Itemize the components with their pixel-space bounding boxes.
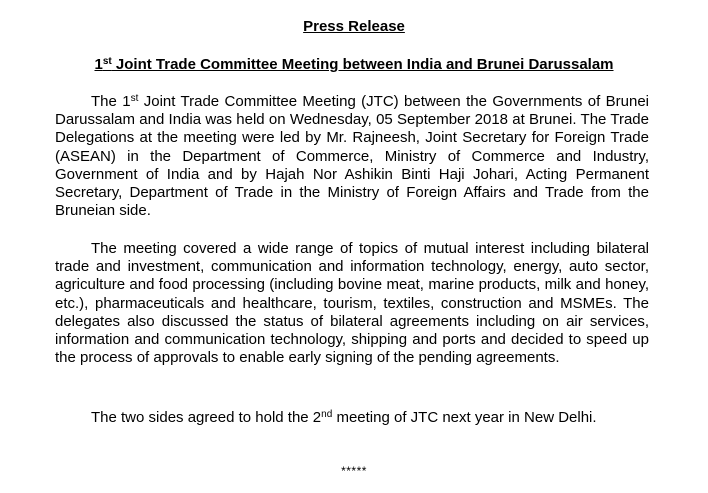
end-marker: *****	[341, 464, 367, 478]
paragraph1-ordinal-suffix: st	[130, 93, 139, 104]
paragraph-next-meeting	[55, 409, 649, 427]
paragraph3-start: The two sides agreed to hold the 2	[91, 409, 322, 426]
title-ordinal: 1	[94, 56, 103, 73]
paragraph-topics-covered	[55, 240, 649, 367]
title-text: Joint Trade Committee Meeting between India and Brunei Darussalam	[111, 56, 614, 73]
paragraph2-text: The meeting covered a wide range of topics of mutual interest including bilateral trade and investment, communication and information technology, energy, auto sector, agriculture and food processing (including bovine meat, marine products, milk and honey, etc.), pharmaceuticals and healthcare, tourism, textiles, construction and MSMEs. The delegates also discussed the status of bilateral agreements including on air services, information and communication technology, shipping and ports and decided to speed up the process of approvals to enable early signing of the pending agreements.	[55, 240, 649, 367]
document-title	[0, 56, 708, 74]
title-ordinal-suffix: st	[102, 56, 112, 67]
press-release-heading-text: Press Release	[303, 18, 405, 35]
paragraph1-start: The 1	[91, 93, 131, 110]
paragraph-meeting-details	[55, 93, 649, 220]
paragraph3-rest: meeting of JTC next year in New Delhi.	[332, 409, 597, 426]
press-release-heading	[0, 18, 708, 36]
paragraph1-rest: Joint Trade Committee Meeting (JTC) between the Governments of Brunei Darussalam and India was held on Wednesday, 05 September 2018 at Brunei. The Trade Delegations at the meeting were led by Mr. Rajneesh, Joint Secretary for Foreign Trade (ASEAN) in the Department of Commerce, Ministry of Commerce and Industry, Government of India and by Hajah Nor Ashikin Binti Haji Johari, Acting Permanent Secretary, Department of Trade in the Ministry of Foreign Affairs and Trade from the Bruneian side.	[55, 93, 649, 220]
paragraph3-ordinal-suffix: nd	[321, 409, 333, 420]
